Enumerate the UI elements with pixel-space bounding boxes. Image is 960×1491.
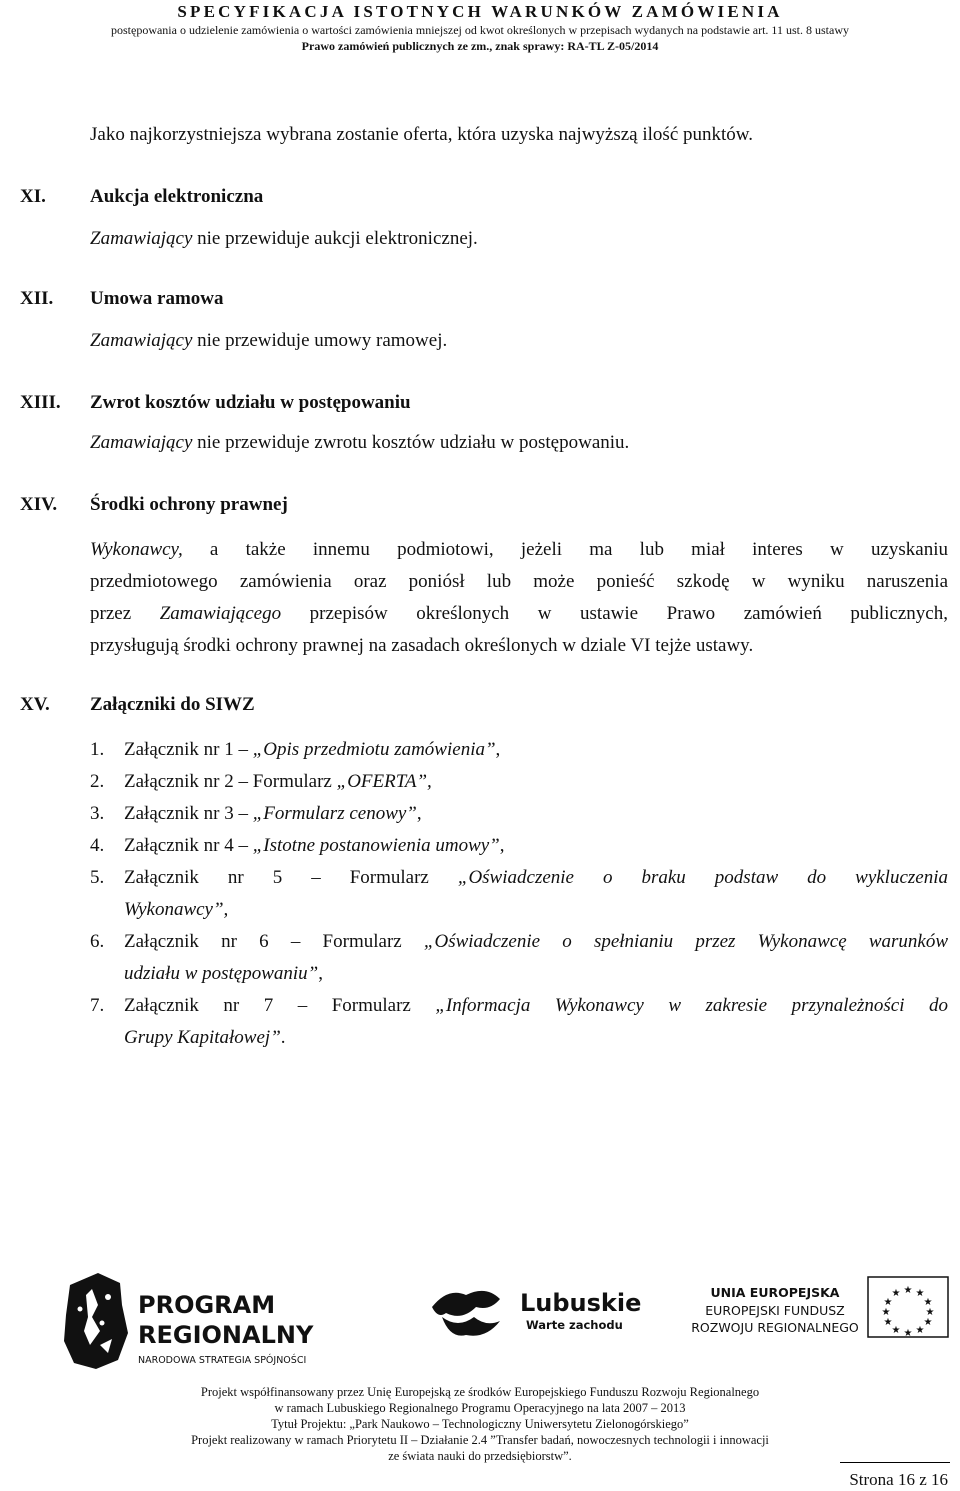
footer-line-3: Tytuł Projektu: „Park Naukowo – Technologiczny Uniwersytetu Zielonogórskiego” [271, 1417, 689, 1431]
body-text: przepisów określonych w ustawie Prawo zamówień publicznych, [281, 603, 948, 624]
page-footer [0, 1384, 960, 1464]
footer-line-2: w ramach Lubuskiego Regionalnego Programu Operacyjnego na lata 2007 – 2013 [274, 1401, 686, 1415]
eu-line-1: UNIA EUROPEJSKA [710, 1285, 840, 1300]
plain-part: Załącznik nr 4 – [124, 835, 253, 856]
svg-text:★: ★ [903, 1285, 913, 1296]
plain-part: Załącznik nr 6 – Formularz [124, 931, 424, 952]
list-item [90, 734, 948, 766]
xiv-paragraph-line-1 [90, 534, 948, 566]
section-number: XII. [20, 288, 54, 309]
svg-text:★: ★ [891, 1325, 901, 1336]
header-title: SPECYFIKACJA ISTOTNYCH WARUNKÓW ZAMÓWIENIA [177, 2, 783, 21]
footer-line-5: ze świata nauki do przedsiębiorstw”. [388, 1449, 572, 1463]
list-item [90, 862, 948, 894]
xiv-paragraph-line-2: przedmiotowego zamówienia oraz poniósł lub może ponieść szkodę w wyniku naruszenia [90, 571, 948, 592]
italic-part: „Oświadczenie o spełnianiu przez Wykonawcę warunków [423, 931, 949, 952]
logos-strip [0, 1265, 960, 1385]
list-index: 6. [90, 931, 105, 952]
svg-text:★: ★ [915, 1288, 925, 1299]
body-text: a także innemu podmiotowi, jeżeli ma lub miał interes w uzyskaniu [182, 539, 948, 560]
list-index: 3. [90, 803, 105, 824]
list-index: 1. [90, 739, 105, 760]
italic-part: „Opis przedmiotu zamówienia” [252, 739, 496, 760]
program-line-2: REGIONALNY [138, 1321, 314, 1349]
xiv-paragraph-line-3 [90, 598, 948, 630]
eu-line-3: ROZWOJU REGIONALNEGO [691, 1320, 859, 1335]
section-number: XV. [20, 694, 50, 715]
page-number-rule [840, 1462, 950, 1463]
plain-part: , [499, 835, 505, 856]
plain-part: Załącznik nr 2 – Formularz [124, 771, 337, 792]
list-text [124, 830, 505, 862]
plain-part: Załącznik nr 7 – Formularz [124, 995, 436, 1016]
eu-line-2: EUROPEJSKI FUNDUSZ [705, 1303, 845, 1318]
list-text [124, 1022, 286, 1054]
footer-line-4: Projekt realizowany w ramach Priorytetu II – Działanie 2.4 ”Transfer badań, nowoczesnych technologii i innowacji [191, 1433, 769, 1447]
list-item-continuation [90, 894, 948, 926]
body-text: nie przewiduje aukcji elektronicznej. [192, 228, 478, 249]
eu-flag-icon [868, 1277, 948, 1339]
section-title: Zwrot kosztów udziału w postępowaniu [90, 392, 411, 413]
section-title: Załączniki do SIWZ [90, 694, 255, 715]
list-item [90, 830, 948, 862]
plain-part: Załącznik nr 3 – [124, 803, 253, 824]
section-title: Umowa ramowa [90, 288, 224, 309]
section-title: Aukcja elektroniczna [90, 186, 264, 207]
plain-part: , [318, 963, 323, 984]
italic-part: „Oświadczenie o braku podstaw do wykluczenia [457, 867, 949, 888]
section-number: XIII. [20, 392, 61, 413]
program-regionalny-logo [64, 1273, 128, 1369]
svg-text:★: ★ [925, 1307, 935, 1318]
section-body [90, 330, 447, 352]
plain-part: Załącznik nr 5 – Formularz [124, 867, 458, 888]
page-number: Strona 16 z 16 [849, 1470, 948, 1489]
section-body [90, 432, 629, 454]
list-text [124, 734, 500, 766]
body-text: nie przewiduje umowy ramowej. [192, 330, 448, 351]
svg-text:★: ★ [903, 1328, 913, 1339]
svg-text:★: ★ [883, 1297, 893, 1308]
list-text [124, 990, 948, 1022]
plain-part: , [416, 803, 422, 824]
italic-term: Zamawiającego [159, 603, 282, 624]
lubuskie-logo [432, 1291, 500, 1336]
italic-part: „OFERTA”, [336, 771, 432, 792]
italic-part: „Formularz cenowy” [252, 803, 417, 824]
plain-part: . [280, 1027, 286, 1048]
italic-term: Wykonawcy, [90, 539, 183, 560]
list-text [124, 958, 323, 990]
list-item [90, 926, 948, 958]
svg-text:★: ★ [915, 1325, 925, 1336]
logos-graphic [0, 1265, 960, 1385]
italic-part: Wykonawcy”, [124, 899, 229, 920]
program-line-1: PROGRAM [138, 1291, 276, 1319]
section-number: XIV. [20, 494, 58, 515]
list-item [90, 798, 948, 830]
section-body [90, 228, 478, 250]
body-text: nie przewiduje zwrotu kosztów udziału w postępowaniu. [192, 432, 630, 453]
list-text [124, 766, 432, 798]
list-text [124, 894, 228, 926]
svg-text:★: ★ [923, 1317, 933, 1328]
list-index: 2. [90, 771, 105, 792]
list-index: 4. [90, 835, 105, 856]
svg-text:★: ★ [883, 1317, 893, 1328]
program-subtitle: NARODOWA STRATEGIA SPÓJNOŚCI [138, 1355, 307, 1366]
list-item [90, 766, 948, 798]
list-text [124, 862, 948, 894]
lubuskie-name: Lubuskie [520, 1289, 642, 1317]
italic-part: udziału w postępowaniu” [124, 963, 319, 984]
italic-part: „Informacja Wykonawcy w zakresie przynależności do [435, 995, 948, 1016]
svg-text:★: ★ [923, 1297, 933, 1308]
italic-part: „Istotne postanowienia umowy” [252, 835, 500, 856]
footer-line-1: Projekt współfinansowany przez Unię Europejską ze środków Europejskiego Funduszu Rozwoju Regionalnego [200, 1385, 760, 1399]
body-text: przez [90, 603, 160, 624]
list-text [124, 926, 948, 958]
header-line-2: Prawo zamówień publicznych ze zm., znak sprawy: RA-TL Z-05/2014 [301, 39, 659, 53]
intro-paragraph: Jako najkorzystniejsza wybrana zostanie oferta, która uzyska najwyższą ilość punktów. [90, 124, 754, 145]
xiv-paragraph-line-4: przysługują środki ochrony prawnej na zasadach określonych w dziale VI tejże ustawy. [90, 635, 754, 656]
subject-italic: Zamawiający [90, 432, 193, 453]
list-item-continuation [90, 1022, 948, 1054]
list-text [124, 798, 422, 830]
svg-text:★: ★ [891, 1288, 901, 1299]
section-number: XI. [20, 186, 46, 207]
section-title: Środki ochrony prawnej [90, 494, 288, 515]
plain-part: Załącznik nr 1 – [124, 739, 253, 760]
list-index: 7. [90, 995, 105, 1016]
subject-italic: Zamawiający [90, 228, 193, 249]
list-item-continuation [90, 958, 948, 990]
list-item [90, 990, 948, 1022]
attachments-list [90, 734, 948, 1054]
svg-text:★: ★ [881, 1307, 891, 1318]
list-index: 5. [90, 867, 105, 888]
header-line-1: postępowania o udzielenie zamówienia o wartości zamówienia mniejszej od kwot określonych w przepisach wydanych na podstawie art. 11 ust. 8 ustawy [110, 23, 849, 37]
plain-part: , [495, 739, 501, 760]
lubuskie-slogan: Warte zachodu [526, 1318, 623, 1332]
subject-italic: Zamawiający [90, 330, 193, 351]
italic-part: Grupy Kapitałowej” [124, 1027, 281, 1048]
page-header [0, 0, 960, 54]
